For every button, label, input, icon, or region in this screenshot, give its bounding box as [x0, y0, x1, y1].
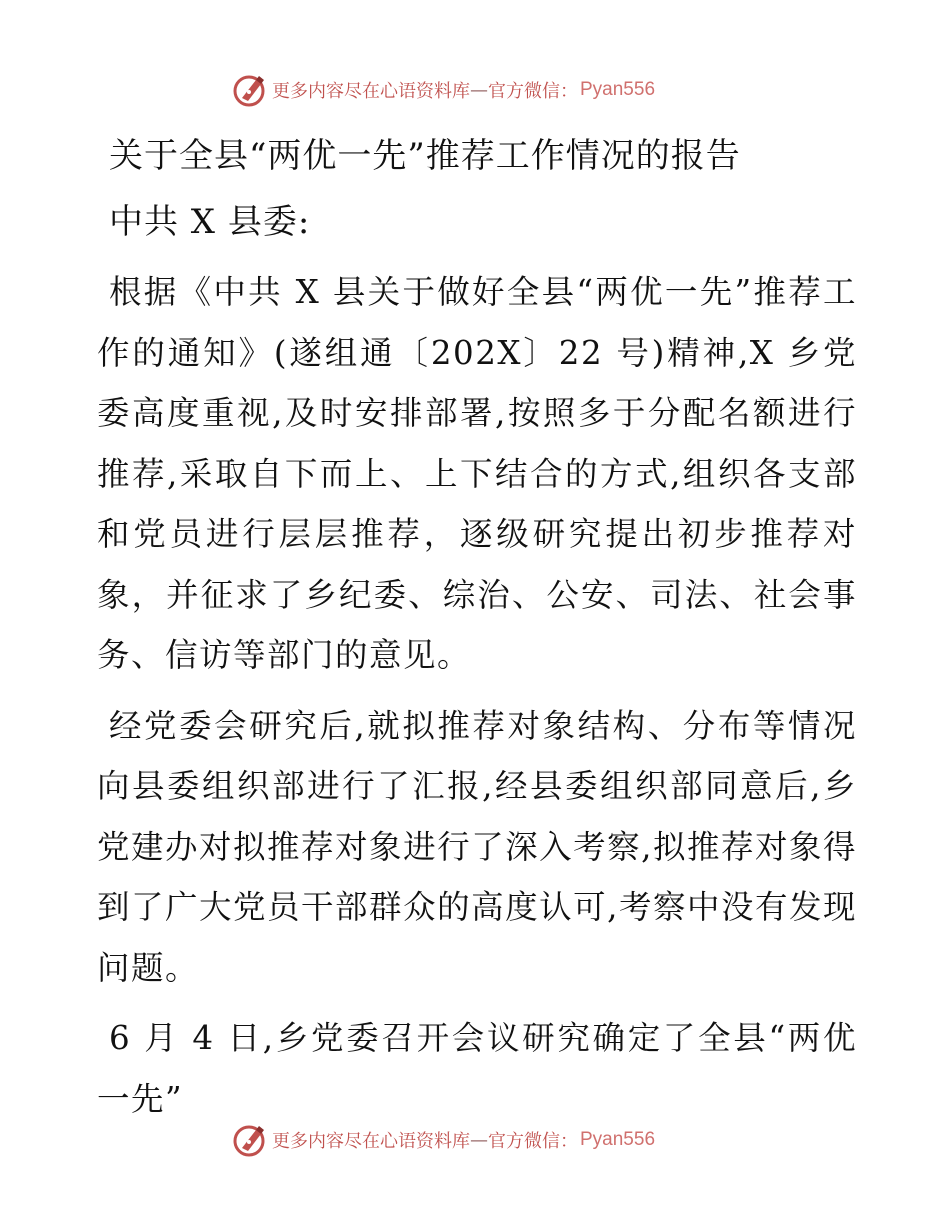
document-body: [97, 118, 857, 1129]
watermark-dash: —: [470, 79, 488, 101]
document-salutation: 中共 X 县委:: [109, 202, 311, 242]
header-watermark-banner: [232, 70, 655, 110]
watermark-site-text: 更多内容尽在心语资料库: [272, 1131, 470, 1152]
watermark-site-text: 更多内容尽在心语资料库: [272, 81, 470, 102]
watermark-dash: —: [470, 1129, 488, 1151]
pen-nib-logo-icon: [232, 1122, 268, 1158]
paragraph-2: 经党委会研究后,就拟推荐对象结构、分布等情况向县委组织部进行了汇报,经县委组织部同意后,乡党建办对拟推荐对象进行了深入考察,拟推荐对象得到了广大党员干部群众的高度认可,考察中没有发现问题。: [97, 706, 857, 987]
paragraph-1: 根据《中共 X 县关于做好全县“两优一先”推荐工作的通知》(遂组通〔202X〕22 号)精神,X 乡党委高度重视,及时安排部署,按照多于分配名额进行推荐,采取自下而上、上下结合的方式,组织各支部和党员进行层层推荐，逐级研究提出初步推荐对象，并征求了乡纪委、综治、公安、司法、社会事务、信访等部门的意见。: [97, 273, 857, 674]
watermark-wechat-label: 官方微信：: [488, 81, 578, 102]
watermark-wechat-id: Pyan556: [580, 79, 656, 100]
pen-nib-logo-icon: [232, 72, 268, 108]
watermark-wechat-label: 官方微信：: [488, 1131, 578, 1152]
watermark-wechat-id: Pyan556: [580, 1129, 656, 1150]
footer-watermark-banner: [232, 1120, 655, 1160]
document-title: 关于全县“两优一先”推荐工作情况的报告: [109, 136, 741, 176]
paragraph-3: 6 月 4 日,乡党委召开会议研究确定了全县“两优一先”: [97, 1019, 857, 1118]
